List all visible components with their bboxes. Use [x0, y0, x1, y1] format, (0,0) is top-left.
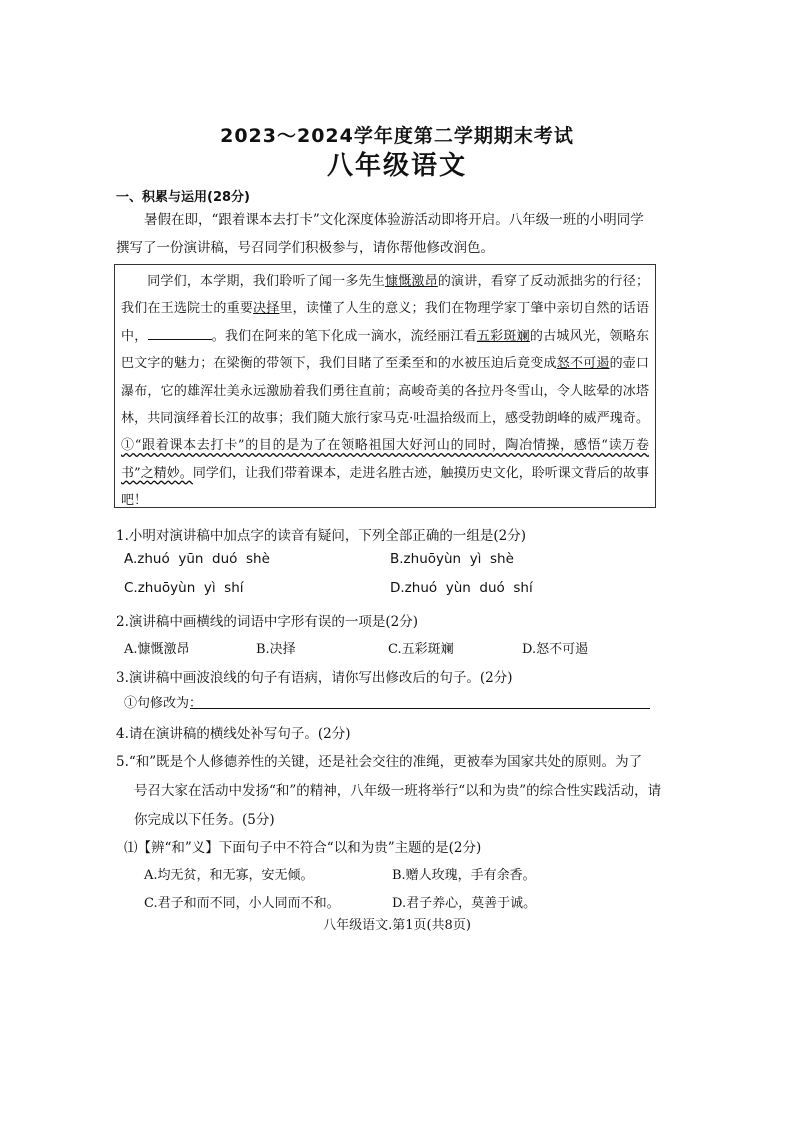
- q5-option-d[interactable]: D.君子养心，莫善于诚。: [392, 896, 537, 911]
- question-1: 1.小明对演讲稿中加点字的读音有疑问，下列全部正确的一组是(2分): [116, 528, 527, 544]
- q2-option-b[interactable]: B.决择: [256, 642, 296, 657]
- underlined-word: 决择: [253, 301, 280, 317]
- question-3: 3.演讲稿中画波浪线的句子有语病，请你写出修改后的句子。(2分): [116, 670, 513, 686]
- subject-title: 八年级语文: [326, 151, 467, 181]
- answer-line[interactable]: [190, 708, 650, 709]
- speech-box: [114, 264, 656, 508]
- q5-option-b[interactable]: B.赠人玫瑰，手有余香。: [392, 868, 536, 883]
- underlined-word: 怒不可遏: [556, 356, 610, 372]
- q3-answer-label: ①句修改为：: [124, 696, 203, 711]
- speech-text: 的古城风光，领略东巴文字的魅力；在梁衡的带领下，我们目睹了至柔至和的水被压迫后竟变成: [121, 328, 649, 372]
- q2-option-d[interactable]: D.怒不可遏: [522, 642, 589, 657]
- q1-option-d[interactable]: D.zhuó yùn duó shí: [390, 580, 533, 596]
- speech-text: 里，读懂了人生的意义；我们在物理学家丁肇中亲切自然的话语中，: [121, 301, 649, 344]
- page-footer: 八年级语文.第1页(共8页): [323, 918, 471, 933]
- section-heading: 一、积累与运用(28分): [116, 190, 250, 205]
- q5-option-c[interactable]: C.君子和而不同，小人同而不和。: [144, 896, 340, 911]
- question-4: 4.请在演讲稿的横线处补写句子。(2分): [116, 726, 351, 742]
- q1-option-c[interactable]: C.zhuōyùn yì shí: [124, 580, 244, 596]
- question-5-line: 号召大家在活动中发扬“和”的精神，八年级一班将举行“以和为贵”的综合性实践活动，请: [134, 783, 662, 799]
- q1-option-a[interactable]: A.zhuó yūn duó shè: [124, 551, 270, 567]
- question-5-line: 你完成以下任务。(5分): [134, 812, 275, 828]
- fill-in-blank[interactable]: [148, 327, 212, 340]
- question-5-line: 5.“和”既是个人修德养性的关键，还是社会交往的准绳，更被奉为国家共处的原则。为了: [116, 754, 643, 770]
- speech-text: 的壶口瀑布，它的雄浑壮美永远激励着我们勇往直前；高峻奇美的各拉丹冬雪山，令人眩晕的冰塔林，共同演绎着长江的故事；我们随大旅行家马克·吐温拾级而上，感受勃朗峰的威严瑰奇。: [121, 356, 649, 427]
- q2-option-c[interactable]: C.五彩斑斓: [388, 642, 454, 657]
- question-2: 2.演讲稿中画横线的词语中字形有误的一项是(2分): [116, 614, 419, 630]
- underlined-word: 五彩斑斓: [476, 328, 530, 344]
- underlined-word: 慷慨激昂: [384, 274, 438, 289]
- intro-paragraph: [116, 206, 664, 262]
- speech-text: 同学们，本学期，我们聆听了闻一多先生: [147, 274, 385, 289]
- q2-option-a[interactable]: A.慷慨激昂: [124, 642, 190, 657]
- question-5-sub1: ⑴【辨“和”义】下面句子中不符合“以和为贵”主题的是(2分): [124, 840, 482, 856]
- speech-text: 的演讲，看穿了反动派拙劣的行径；我们在王选院士的重要: [121, 274, 649, 317]
- wavy-sentence: ①“跟着课本去打卡”的目的是为了在领略祖国大好河山的同时，陶冶情操，感悟“读万卷书”之精妙。: [121, 438, 649, 481]
- q1-option-b[interactable]: B.zhuōyùn yì shè: [390, 551, 514, 567]
- q5-option-a[interactable]: A.均无贫，和无寡，安无倾。: [144, 868, 314, 883]
- intro-line: 暑假在即，“跟着课本去打卡”文化深度体验游活动即将开启。八年级一班的小明同学: [144, 212, 644, 228]
- speech-text: 同学们，让我们带着课本，走进名胜古迹，触摸历史文化，聆听课文背后的故事吧！: [121, 465, 649, 509]
- intro-line: 撰写了一份演讲稿，号召同学们积极参与，请你帮他修改润色。: [116, 240, 494, 256]
- speech-text: 。我们在阿来的笔下化成一滴水，流经丽江看: [211, 328, 477, 344]
- exam-title: 2023～2024学年度第二学期期末考试: [220, 125, 574, 147]
